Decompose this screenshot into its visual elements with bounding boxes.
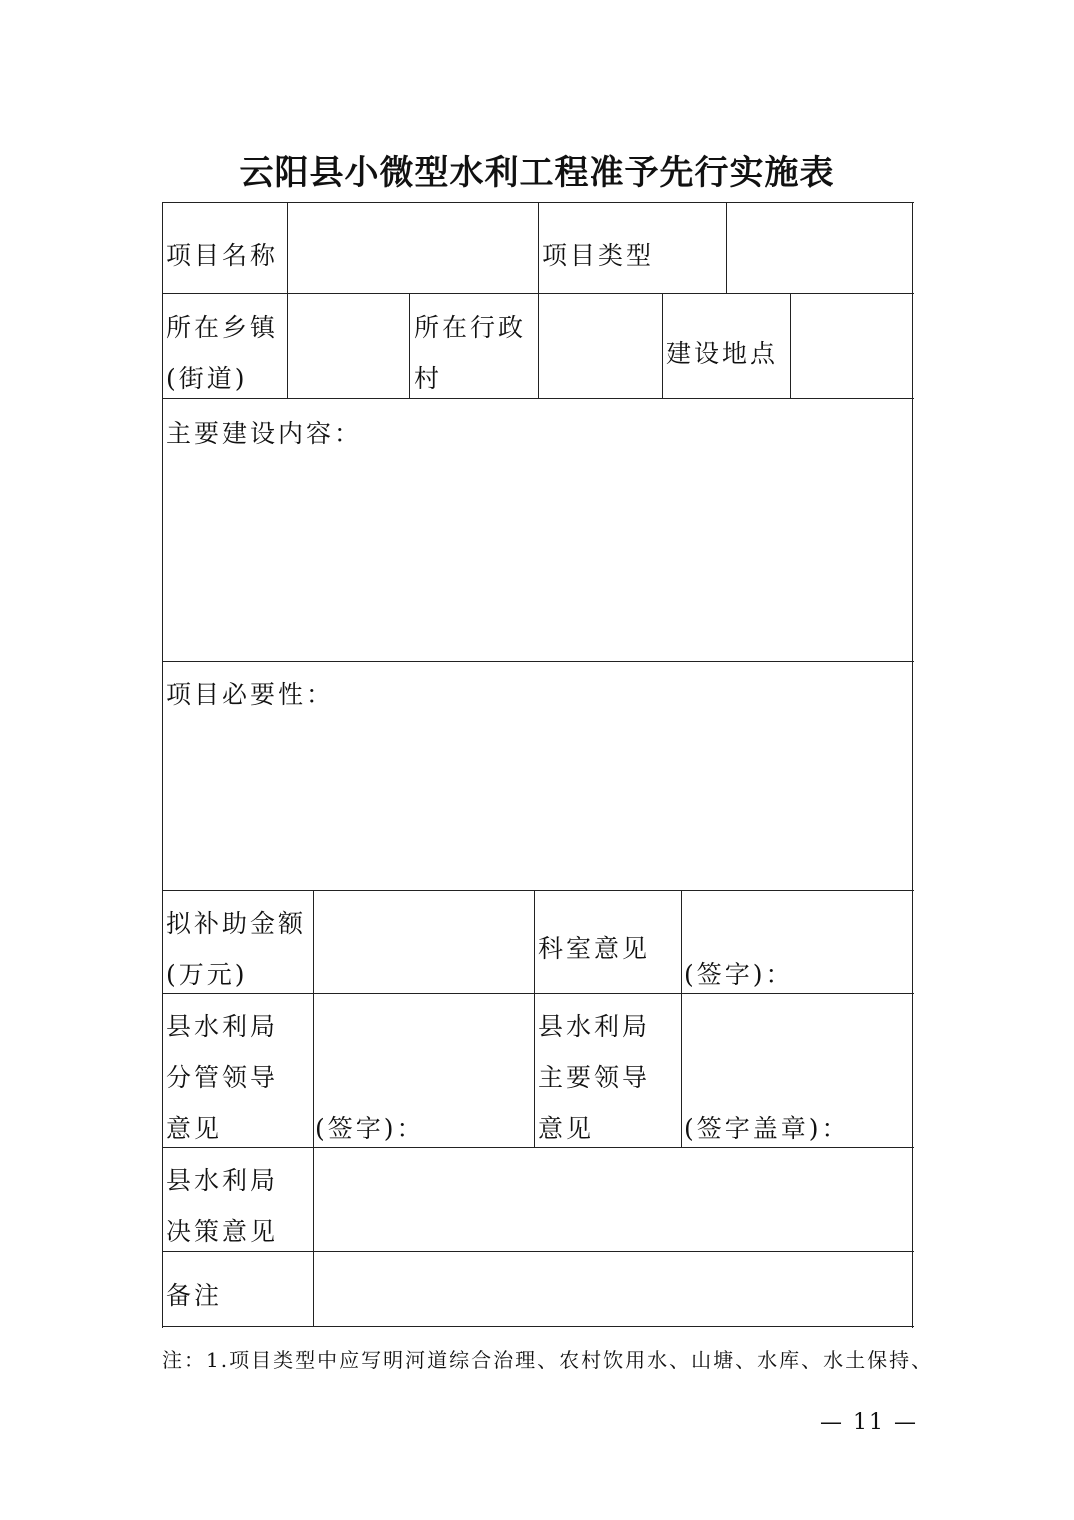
township-label-line1: 所在乡镇 <box>166 313 279 342</box>
remarks-label: 备注 <box>166 1281 223 1310</box>
deputy-leader-label-line1: 县水利局 <box>166 1012 279 1041</box>
village-label-line2: 村 <box>414 364 443 393</box>
project-type-label: 项目类型 <box>542 241 655 270</box>
chief-leader-label-line2: 主要领导 <box>538 1063 651 1092</box>
main-content-field[interactable] <box>164 460 911 660</box>
chief-leader-label-line3: 意见 <box>538 1114 595 1143</box>
decision-label-line2: 决策意见 <box>166 1217 279 1246</box>
deputy-leader-label-line2: 分管领导 <box>166 1063 279 1092</box>
section-opinion-label: 科室意见 <box>538 934 651 963</box>
subsidy-label-line2: (万元) <box>166 960 248 989</box>
table-border-right <box>912 202 913 1328</box>
project-type-field[interactable] <box>728 204 911 292</box>
column-divider <box>681 890 682 1148</box>
chief-leader-label-line1: 县水利局 <box>538 1012 651 1041</box>
construction-site-label: 建设地点 <box>666 339 779 368</box>
project-name-field[interactable] <box>289 204 537 292</box>
table-border-bottom <box>162 1326 914 1327</box>
village-label-line1: 所在行政 <box>414 313 527 342</box>
subsidy-label-line1: 拟补助金额 <box>166 909 307 938</box>
deputy-leader-label-line3: 意见 <box>166 1114 223 1143</box>
column-divider <box>534 890 535 1148</box>
column-divider <box>726 202 727 294</box>
subsidy-amount-field[interactable] <box>315 892 533 992</box>
construction-site-field[interactable] <box>792 295 911 397</box>
column-divider <box>287 202 288 294</box>
table-border-left <box>162 202 163 1328</box>
project-name-label: 项目名称 <box>166 241 279 270</box>
row-divider <box>162 993 914 994</box>
necessity-field[interactable] <box>164 721 911 889</box>
decision-opinion-field[interactable] <box>315 1149 911 1250</box>
application-form-table <box>162 202 914 1328</box>
section-signature-label: (签字)： <box>684 960 794 989</box>
column-divider <box>409 293 410 399</box>
column-divider <box>287 293 288 399</box>
column-divider <box>313 890 314 1327</box>
township-field[interactable] <box>289 295 408 397</box>
chief-signature-label: (签字盖章)： <box>684 1114 850 1143</box>
deputy-signature-label: (签字)： <box>315 1114 425 1143</box>
footnote: 注：1.项目类型中应写明河道综合治理、农村饮用水、山塘、水库、水土保持、 <box>162 1348 934 1372</box>
page-number: — 11 — <box>820 1410 918 1435</box>
main-content-label: 主要建设内容： <box>166 419 363 448</box>
township-label-line2: (街道) <box>166 364 248 393</box>
decision-label-line1: 县水利局 <box>166 1166 279 1195</box>
remarks-field[interactable] <box>315 1253 911 1325</box>
necessity-label: 项目必要性： <box>166 680 335 709</box>
column-divider <box>538 202 539 294</box>
column-divider <box>538 293 539 399</box>
form-title: 云阳县小微型水利工程准予先行实施表 <box>239 153 835 193</box>
row-divider <box>162 890 914 891</box>
village-field[interactable] <box>540 295 661 397</box>
row-divider <box>162 661 914 662</box>
column-divider <box>790 293 791 399</box>
column-divider <box>662 293 663 399</box>
